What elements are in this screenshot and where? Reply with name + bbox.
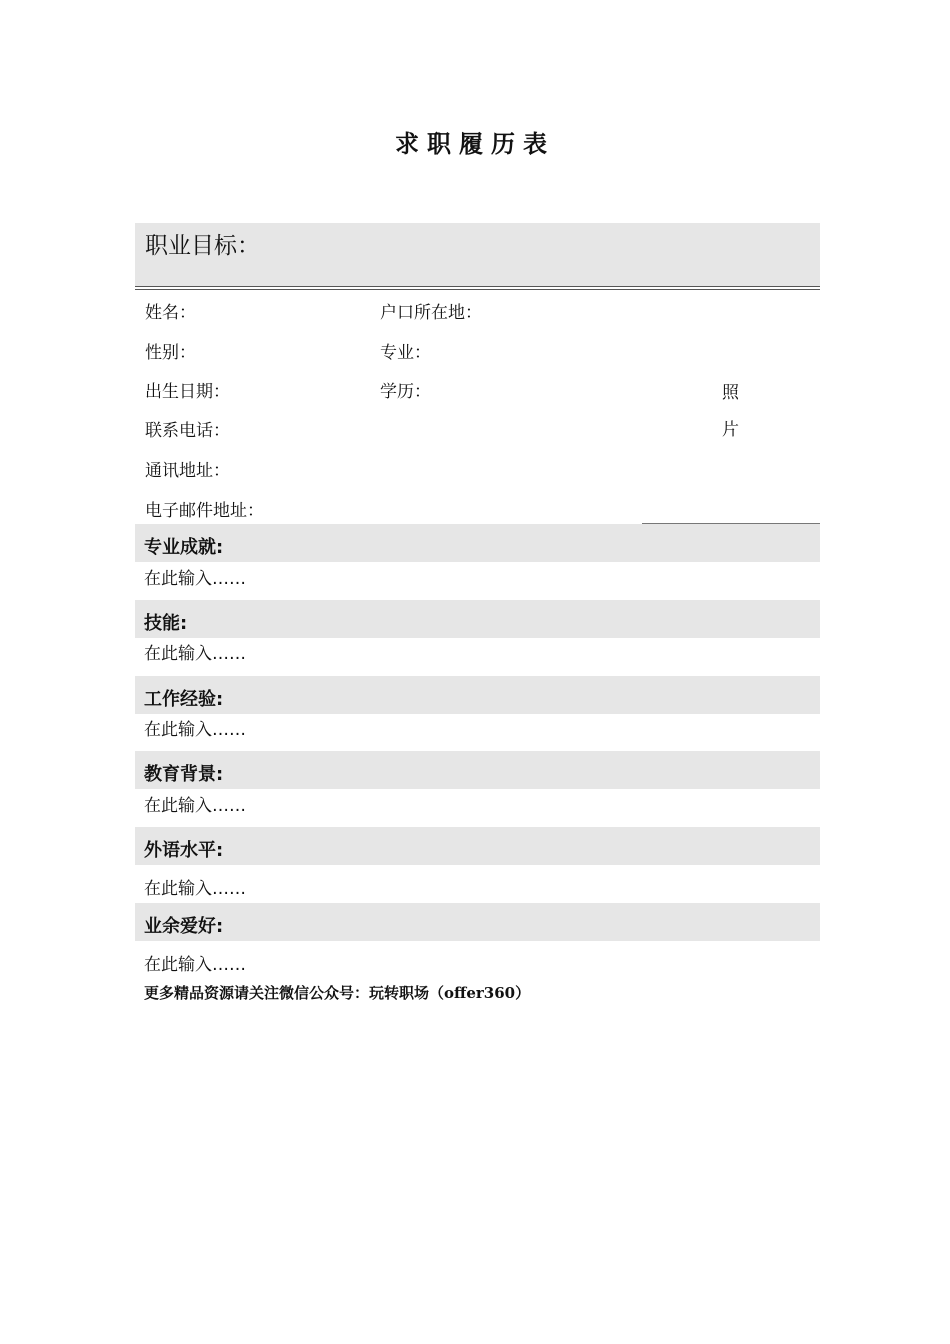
section-heading: 外语水平:: [144, 840, 224, 861]
section-heading: 教育背景:: [144, 764, 224, 785]
phone-label: 联系电话：: [145, 421, 230, 441]
section-header-education: [135, 751, 820, 789]
footer-note: 更多精品资源请关注微信公众号：玩转职场（offer360）: [144, 984, 531, 1002]
email-label: 电子邮件地址：: [145, 501, 264, 521]
section-header-skills: [135, 600, 820, 638]
section-content: 在此输入……: [144, 796, 246, 816]
section-content: 在此输入……: [144, 569, 246, 589]
section-header-languages: [135, 827, 820, 865]
hukou-label: 户口所在地：: [380, 303, 482, 323]
section-content: 在此输入……: [144, 879, 246, 899]
major-label: 专业：: [380, 343, 431, 363]
photo-placeholder-char-2: 片: [722, 420, 739, 440]
education-label: 学历：: [380, 382, 431, 402]
photo-placeholder-char-1: 照: [722, 383, 739, 403]
section-content: 在此输入……: [144, 720, 246, 740]
section-heading: 技能:: [144, 613, 188, 634]
section-header-achievements: [135, 524, 820, 562]
career-objective-label: 职业目标：: [145, 233, 260, 259]
section-heading: 工作经验:: [144, 689, 224, 710]
section-content: 在此输入……: [144, 644, 246, 664]
birthdate-label: 出生日期：: [145, 382, 230, 402]
section-heading: 业余爱好:: [144, 916, 224, 937]
address-label: 通讯地址：: [145, 461, 230, 481]
section-heading: 专业成就:: [144, 537, 224, 558]
section-content: 在此输入……: [144, 955, 246, 975]
divider-line: [135, 289, 820, 290]
career-objective-box: [135, 223, 820, 286]
divider-line: [135, 286, 820, 287]
name-label: 姓名：: [145, 303, 196, 323]
resume-title: 求职履历表: [395, 130, 555, 158]
gender-label: 性别：: [145, 343, 196, 363]
section-header-hobbies: [135, 903, 820, 941]
section-header-work-experience: [135, 676, 820, 714]
